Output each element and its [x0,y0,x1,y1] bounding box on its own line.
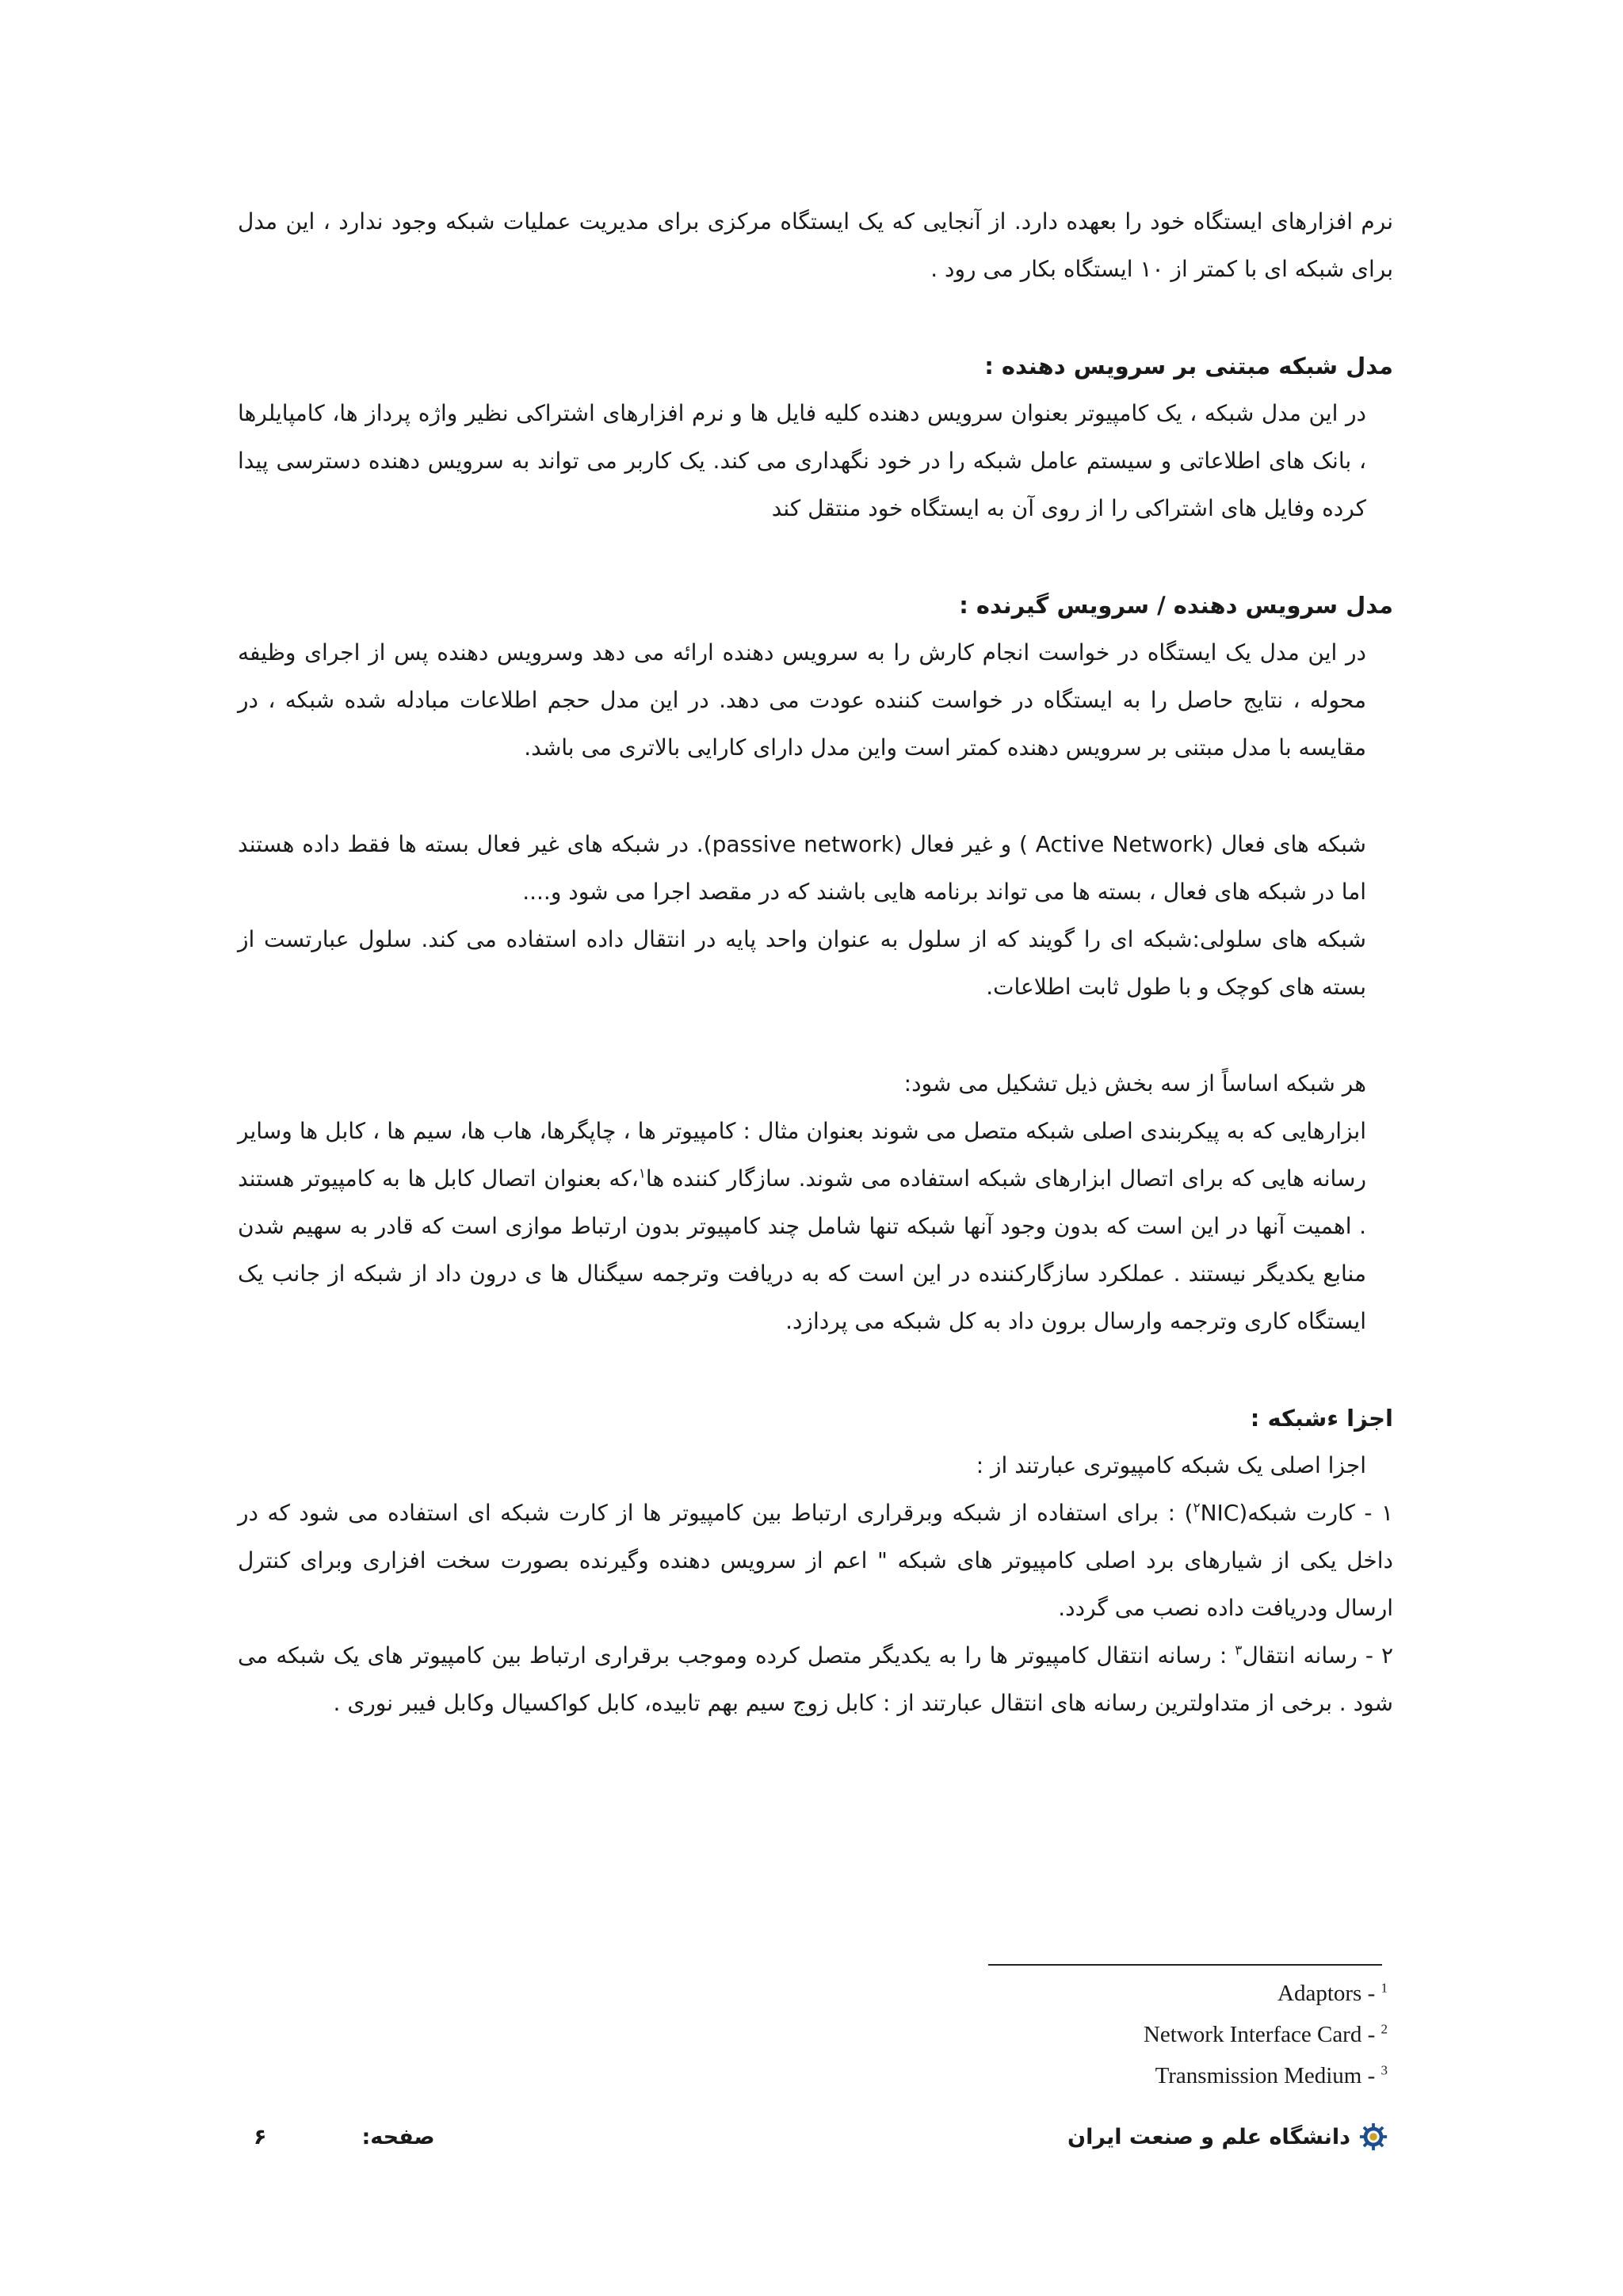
text-segment: ،که بعنوان اتصال کابل ها به کامپیوتر هستند . اهمیت آنها در این است که بدون وجود آنها شبکه تنها شامل چند کامپیوتر بدون ارتباط موازی است که قادر به سهیم شدن منابع یکدیگر نیستند . عملکرد سازگارکننده در این است که به دریافت وترجمه سیگنال ها ی درون داد از شبکه از جانب یک ایستگاه کاری وترجمه وارسال برون داد به کل شبکه می پردازد. [238,1165,1366,1334]
footnote-ref-2[interactable]: ۲ [1193,1500,1201,1516]
footnote-ref-3[interactable]: ۳ [1235,1642,1243,1659]
heading-server-based: مدل شبکه مبتنی بر سرویس دهنده : [984,353,1393,379]
term-active-network: Active Network [1035,831,1205,857]
university-branding [1067,2122,1388,2152]
text-segment: : رسانه انتقال کامپیوتر ها را به یکدیگر متصل کرده وموجب برقراری ارتباط بین کامپیوتر های یک شبکه می شود . برخی از متداولترین رسانه های انتقال عبارتند از : کابل زوج سیم بهم تابیده، کابل کواکسیال وکابل فیبر نوری . [238,1642,1393,1716]
footnote-3 [1144,2055,1388,2096]
component-item-medium [238,1632,1393,1727]
text-segment: ۲ - رسانه انتقال [1242,1642,1394,1669]
footnote-text: Adaptors - [1277,1981,1381,2006]
page-number: ۶ [254,2125,267,2149]
footnote-divider [988,1964,1382,1966]
footnote-text: Transmission Medium - [1155,2063,1381,2088]
text-segment: ابزارهایی که به پیکربندی اصلی شبکه متصل می شوند بعنوان مثال : کامپیوتر ها ، چاپگرها، هاب ها، سیم ها ، کابل ها وسایر رسانه هایی که برای اتصال ابزارهای شبکه استفاده می شوند. سازگار کننده ها [238,1118,1366,1192]
page-number-label [254,2125,435,2149]
three-parts-intro: هر شبکه اساساً از سه بخش ذیل تشکیل می شود: [903,1070,1366,1097]
text-segment: ) : برای استفاده از شبکه وبرقراری ارتباط بین کامپیوتر ها از کارت شبکه ای استفاده می شود که در داخل یکی از شیارهای برد اصلی کامپیوتر های شبکه " اعم از سرویس دهنده وگیرنده بصورت سخت افزاری وبرای کنترل ارسال ودریافت داده نصب می گردد. [238,1500,1393,1621]
document-body [238,198,1393,1727]
footnote-number: 2 [1381,2021,1388,2037]
term-nic: NIC [1200,1500,1239,1526]
heading-client-server: مدل سرویس دهنده / سرویس گیرنده : [959,592,1393,619]
paragraph-server-based: در این مدل شبکه ، یک کامپیوتر بعنوان سرویس دهنده کلیه فایل ها و نرم افزارهای اشتراکی نظیر واژه پرداز ها، کامپایلرها ، بانک های اطلاعاتی و سیستم عامل شبکه را در خود نگهداری می کند. یک کاربر می تواند به سرویس دهنده دسترسی پیدا کرده وفایل های اشتراکی را از روی آن به ایستگاه خود منتقل کند [238,400,1366,521]
component-item-nic [238,1489,1393,1632]
footnote-number: 3 [1381,2062,1388,2078]
term-passive-network: passive network [712,831,894,857]
paragraph-client-server: در این مدل یک ایستگاه در خواست انجام کارش را به سرویس دهنده ارائه می دهد وسرویس دهنده پس از اجرای وظیفه محوله ، نتایج حاصل را به ایستگاه در خواست کننده عودت می دهد. در این مدل حجم اطلاعات مبادله شده شبکه ، در مقایسه با مدل مبتنی بر سرویس دهنده کمتر است واین مدل دارای کارایی بالاتری می باشد. [238,639,1366,761]
intro-paragraph: نرم افزارهای ایستگاه خود را بعهده دارد. از آنجایی که یک ایستگاه مرکزی برای مدیریت عملیات شبکه وجود ندارد ، این مدل برای شبکه ای با کمتر از ۱۰ ایستگاه بکار می رود . [238,208,1393,282]
university-emblem-icon [1358,2122,1388,2152]
university-name: دانشگاه علم و صنعت ایران [1067,2124,1350,2149]
paragraph-cellular-networks: شبکه های سلولی:شبکه ای را گویند که از سلول به عنوان واحد پایه در انتقال داده استفاده می کند. سلول عبارتست از بسته های کوچک و با طول ثابت اطلاعات. [238,926,1366,1000]
paragraph-network-devices [238,1108,1393,1345]
text-segment: شبکه های فعال ( [1205,831,1367,857]
components-intro: اجزا اصلی یک شبکه کامپیوتری عبارتند از : [976,1452,1366,1478]
text-segment: ۱ - کارت شبکه( [1239,1500,1394,1526]
heading-components: اجزا ءشبکه : [1250,1405,1393,1432]
footnote-1 [1144,1973,1388,2014]
text-segment: ) و غیر فعال ( [893,831,1036,857]
footnote-text: Network Interface Card - [1143,2022,1381,2047]
footnotes [1144,1973,1388,2096]
text-segment: ). در شبکه های غیر فعال بسته ها فقط داده هستند اما در شبکه های فعال ، بسته ها می تواند برنامه هایی باشند که در مقصد اجرا می شود و.... [238,831,1366,905]
footnote-number: 1 [1381,1980,1388,1996]
paragraph-active-passive [238,821,1393,916]
footnote-ref-1[interactable]: ۱ [638,1165,646,1182]
page-label-text: صفحه: [361,2125,435,2149]
footnote-2 [1144,2014,1388,2055]
page-footer [0,2122,1623,2161]
